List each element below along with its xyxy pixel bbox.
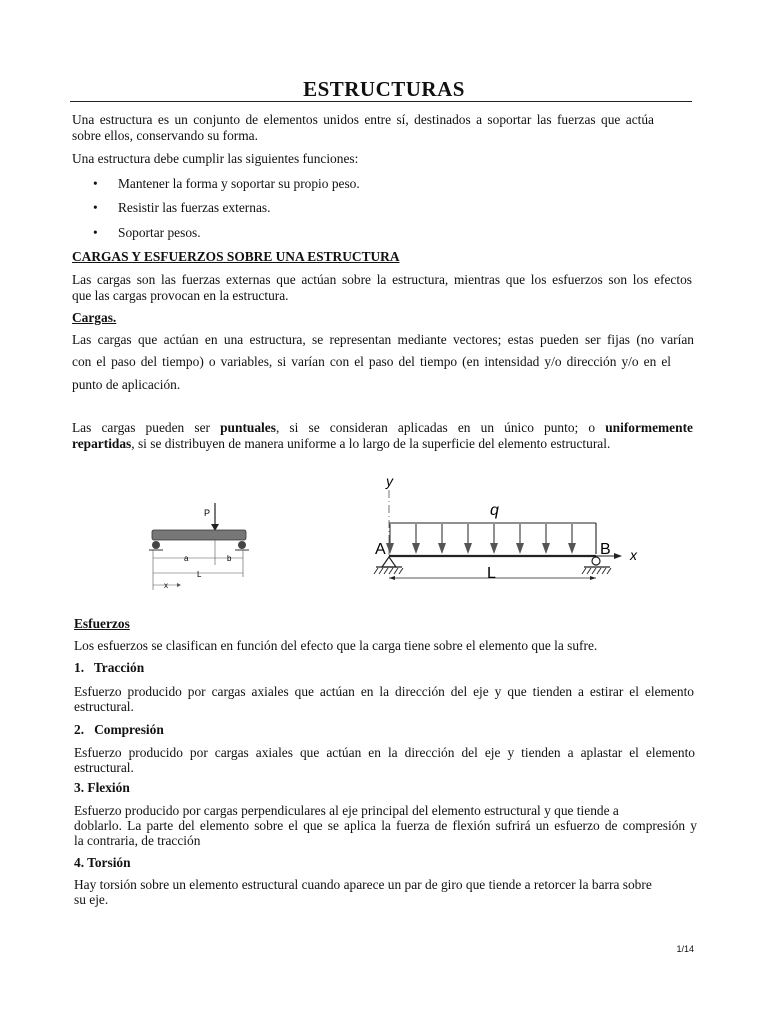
flexion-line-1: Esfuerzo producido por cargas perpendiculares al eje principal del elemento estructural y que tiende a	[74, 803, 619, 818]
section-heading-cargas-esfuerzos: CARGAS Y ESFUERZOS SOBRE UNA ESTRUCTURA	[72, 249, 400, 264]
traccion-line-2: estructural.	[74, 699, 134, 714]
compresion-line-2: estructural.	[74, 760, 134, 775]
torsion-line-2: su eje.	[74, 892, 109, 907]
load-arrows	[386, 524, 576, 554]
compresion-line-1: Esfuerzo producido por cargas axiales que actúan en la dirección del eje y tienden a aplastar el elemento	[74, 745, 695, 760]
label-a: a	[184, 554, 189, 563]
bullet-glyph: •	[93, 176, 98, 191]
bullet-glyph: •	[93, 200, 98, 215]
hatch-A	[374, 568, 403, 574]
load-arrow	[464, 524, 472, 554]
text-run: , si se distribuyen de manera uniforme a lo largo de la superficie del elemento estructural.	[131, 436, 611, 451]
point-load-beam-figure	[140, 495, 265, 595]
intro-paragraph-line-1: Una estructura es un conjunto de elementos unidos entre sí, destinados a soportar las fuerzas que actúa	[72, 112, 654, 127]
term-uniformemente: uniformemente	[605, 420, 693, 435]
text-run: Las cargas pueden ser	[72, 420, 210, 435]
roller-support-B	[592, 557, 600, 565]
label-B: B	[600, 541, 611, 558]
term-repartidas: repartidas	[72, 436, 132, 451]
label-b: b	[227, 554, 232, 563]
left-roller	[152, 541, 160, 549]
traccion-line-1: Esfuerzo producido por cargas axiales que actúan en la dirección del eje y que tienden a estirar el elemento	[74, 684, 694, 699]
load-arrow	[386, 524, 394, 554]
label-q: q	[490, 502, 499, 519]
dim-x-arrowhead	[177, 583, 181, 587]
x-axis-arrowhead	[614, 553, 622, 559]
intro-functions-lead: Una estructura debe cumplir las siguientes funciones:	[72, 151, 359, 166]
load-arrow	[490, 524, 498, 554]
bullet-item-2: Resistir las fuerzas externas.	[118, 200, 271, 215]
right-roller	[238, 541, 246, 549]
esfuerzo-title-compresion: 2. Compresión	[74, 722, 164, 737]
beam	[152, 530, 246, 540]
distributed-load-beam-figure	[370, 470, 650, 585]
load-arrow	[438, 524, 446, 554]
esfuerzo-title-flexion: 3. Flexión	[74, 780, 130, 795]
flexion-line-3: la contraria, de tracción	[74, 833, 201, 848]
dim-L-arrow-left	[389, 576, 395, 580]
subheading-cargas: Cargas.	[72, 310, 117, 325]
esfuerzo-title-torsion: 4. Torsión	[74, 855, 131, 870]
cargas-line-1: Las cargas que actúan en una estructura, se representan mediante vectores; estas pueden ser fijas (no varían	[72, 332, 694, 347]
bullet-glyph: •	[93, 225, 98, 240]
cargas-tipos-line-2	[72, 436, 610, 452]
label-x-axis: x	[630, 547, 637, 563]
bullet-item-3: Soportar pesos.	[118, 225, 201, 240]
page-number: 1/14	[676, 944, 694, 954]
intro-paragraph-line-2: sobre ellos, conservando su forma.	[72, 128, 258, 143]
cargas-line-3: punto de aplicación.	[72, 377, 181, 392]
hatch-B	[582, 568, 611, 574]
label-x: x	[164, 581, 168, 590]
load-arrow	[568, 524, 576, 554]
text-run: , si se consideran aplicadas en un único punto; o	[275, 420, 596, 435]
label-L: L	[487, 565, 496, 582]
label-L: L	[197, 570, 202, 579]
cargas-esfuerzos-line-2: que las cargas provocan en la estructura.	[72, 288, 289, 303]
pin-support-A	[382, 557, 396, 567]
label-P: P	[204, 508, 211, 518]
label-y-axis: y	[386, 473, 393, 489]
page-title: ESTRUCTURAS	[303, 77, 465, 101]
subheading-esfuerzos: Esfuerzos	[74, 616, 130, 631]
label-A: A	[375, 541, 386, 558]
load-arrow	[542, 524, 550, 554]
cargas-esfuerzos-line-1: Las cargas son las fuerzas externas que actúan sobre la estructura, mientras que los esfuerzos son los efectos	[72, 272, 692, 287]
cargas-line-2: con el paso del tiempo) o variables, si varían con el paso del tiempo (en intensidad y/o dirección y/o en el	[72, 354, 671, 369]
esfuerzo-title-traccion: 1. Tracción	[74, 660, 145, 675]
load-arrow	[516, 524, 524, 554]
load-arrow	[412, 524, 420, 554]
dim-L-arrow-right	[590, 576, 596, 580]
bullet-item-1: Mantener la forma y soportar su propio peso.	[118, 176, 360, 191]
flexion-line-2: doblarlo. La parte del elemento sobre el que se aplica la fuerza de flexión sufrirá un esfuerzo de compresión y	[74, 818, 697, 833]
title-rule	[70, 101, 692, 102]
esfuerzos-intro: Los esfuerzos se clasifican en función del efecto que la carga tiene sobre el elemento que la sufre.	[74, 638, 598, 653]
torsion-line-1: Hay torsión sobre un elemento estructural cuando aparece un par de giro que tiende a retorcer la barra sobre	[74, 877, 652, 892]
cargas-tipos-line-1	[72, 420, 693, 436]
term-puntuales: puntuales	[220, 420, 276, 435]
